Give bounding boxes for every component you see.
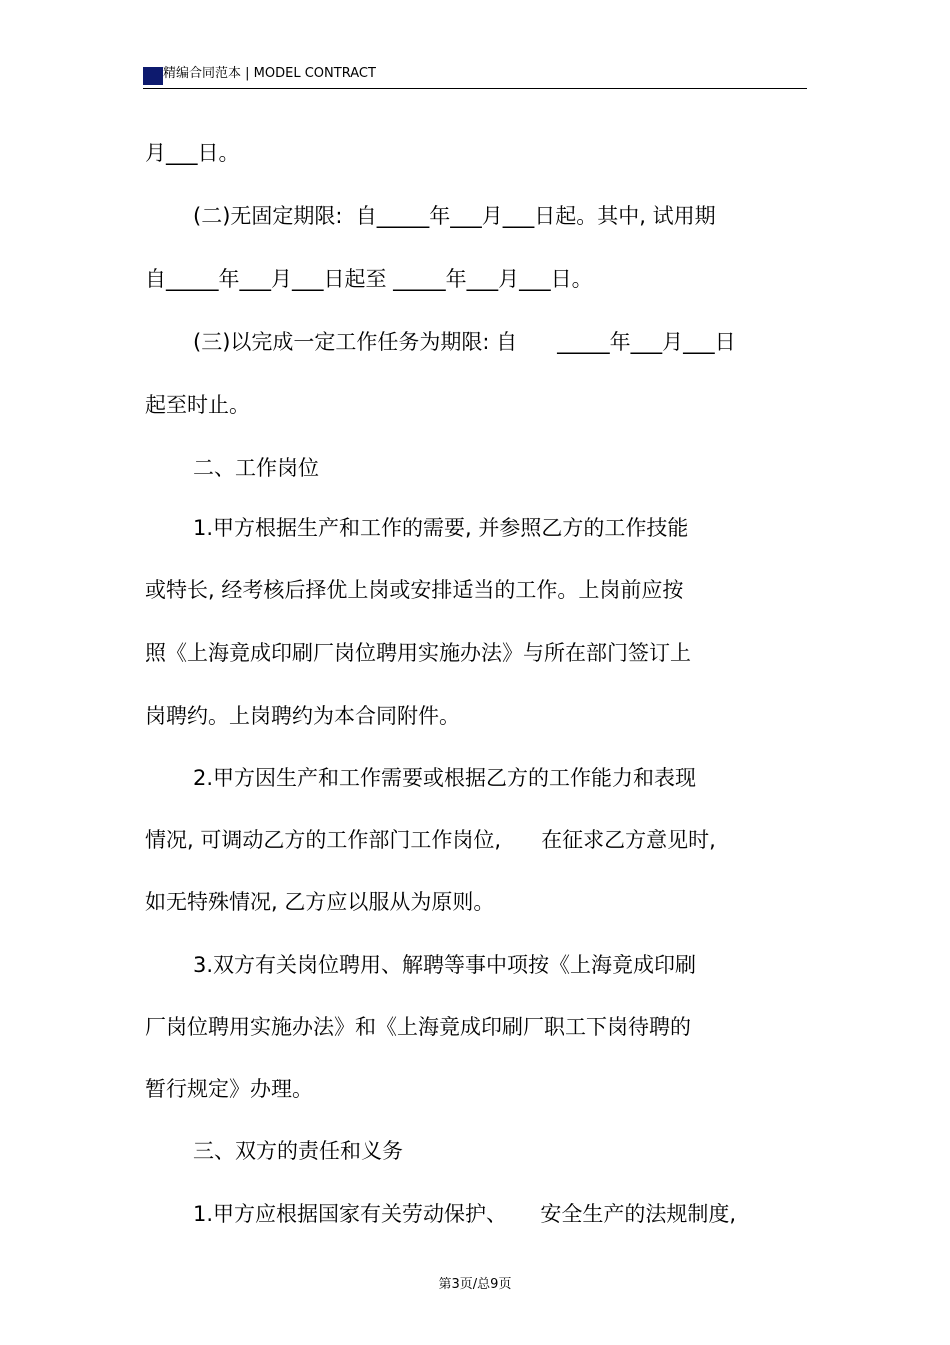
text-line: 或特长, 经考核后择优上岗或安排适当的工作。上岗前应按	[145, 578, 684, 602]
text-line: 3.双方有关岗位聘用、解聘等事中项按《上海竟成印刷	[193, 953, 697, 977]
text-line: 情况, 可调动乙方的工作部门工作岗位, 在征求乙方意见时,	[145, 828, 716, 852]
section-heading: 二、工作岗位	[193, 456, 319, 480]
page-header	[143, 64, 807, 89]
text-line: 如无特殊情况, 乙方应以服从为原则。	[145, 890, 495, 914]
text-line: (三)以完成一定工作任务为期限: 自 _____年___月___日	[193, 330, 736, 354]
text-line: 1.甲方根据生产和工作的需要, 并参照乙方的工作技能	[193, 516, 689, 540]
text-line: 自_____年___月___日起至 _____年___月___日。	[145, 267, 593, 291]
section-heading: 三、双方的责任和义务	[193, 1139, 403, 1163]
text-line: 1.甲方应根据国家有关劳动保护、 安全生产的法规制度,	[193, 1202, 737, 1226]
text-line: 岗聘约。上岗聘约为本合同附件。	[145, 704, 460, 728]
text-line: 月___日。	[145, 141, 240, 165]
logo-mark	[143, 67, 163, 85]
text-line: 2.甲方因生产和工作需要或根据乙方的工作能力和表现	[193, 766, 697, 790]
header-text	[163, 66, 376, 82]
text-line: 暂行规定》办理。	[145, 1077, 313, 1101]
header-title: 精编合同范本	[163, 66, 242, 81]
text-line: 厂岗位聘用实施办法》和《上海竟成印刷厂职工下岗待聘的	[145, 1015, 691, 1039]
text-line: (二)无固定期限: 自_____年___月___日起。其中, 试用期	[193, 204, 716, 228]
text-line: 照《上海竟成印刷厂岗位聘用实施办法》与所在部门签订上	[145, 641, 691, 665]
page-number: 第3页/总9页	[438, 1277, 512, 1292]
text-line: 起至时止。	[145, 393, 250, 417]
header-subtitle: MODEL CONTRACT	[253, 66, 376, 81]
header-separator: |	[241, 66, 254, 81]
